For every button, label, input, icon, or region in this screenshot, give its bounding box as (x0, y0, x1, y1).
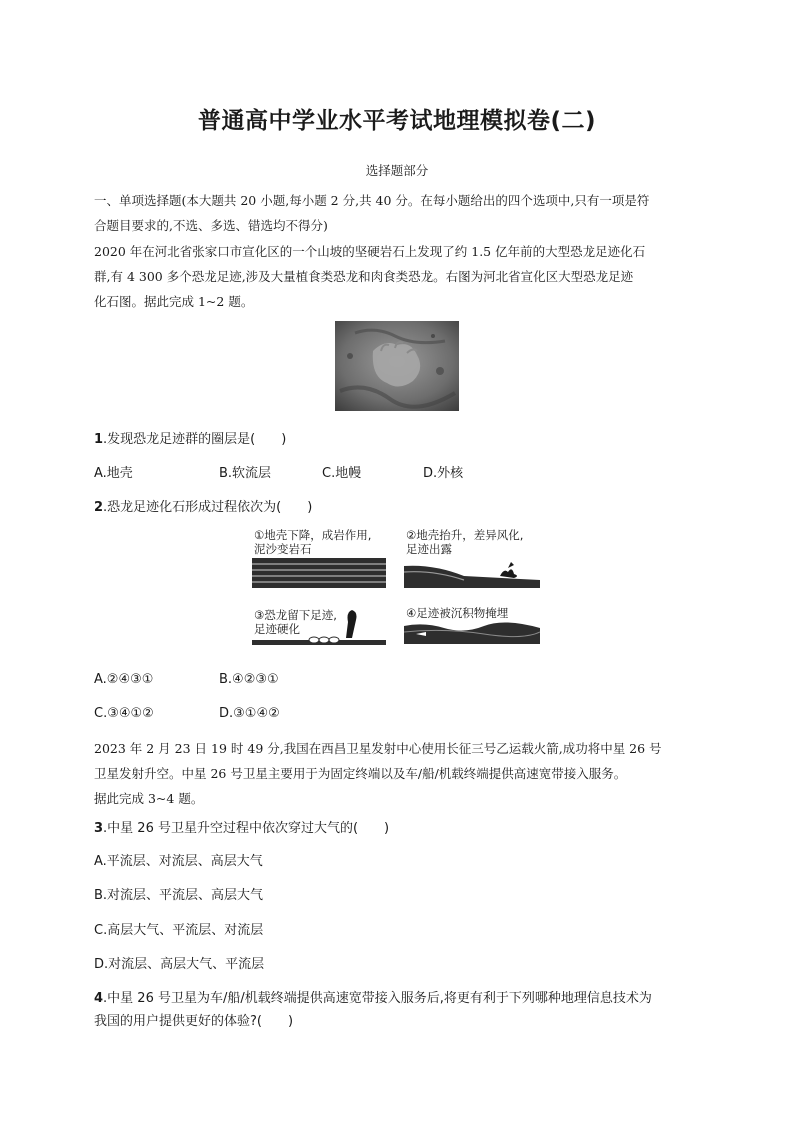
passage-line: 2023 年 2 月 23 日 19 时 49 分,我国在西昌卫星发射中心使用长征三号乙运载火箭,成功将中星 26 号 (94, 741, 662, 756)
step-4-label: ④足迹被沉积物掩埋 (406, 606, 509, 620)
question-4 (94, 987, 714, 1006)
passage-1 (94, 239, 700, 314)
step-4-illustration (404, 622, 540, 644)
step-2-illustration (404, 558, 540, 588)
option-b[interactable]: B.④②③① (219, 672, 279, 687)
page-title: 普通高中学业水平考试地理模拟卷(二) (197, 108, 597, 134)
question-stem: .发现恐龙足迹群的圈层是( ) (103, 432, 287, 447)
option-a[interactable]: A.②④③① (94, 672, 154, 687)
option-d[interactable]: D.外核 (423, 466, 464, 481)
passage-2 (94, 736, 700, 811)
passage-line: 化石图。据此完成 1~2 题。 (94, 294, 254, 309)
question-number: 1 (94, 432, 104, 447)
option-b[interactable]: B.对流层、平流层、高层大气 (94, 888, 264, 903)
option-d[interactable]: D.对流层、高层大气、平流层 (94, 957, 265, 972)
passage-line: 2020 年在河北省张家口市宣化区的一个山坡的坚硬岩石上发现了约 1.5 亿年前的大型恐龙足迹化石 (94, 244, 646, 259)
fossil-process-diagram (250, 528, 550, 652)
question-4-continued: 我国的用户提供更好的体验?( ) (94, 1014, 294, 1029)
question-1 (94, 428, 714, 447)
step-2-label: ②地壳抬升，差异风化, 足迹出露 (406, 528, 524, 556)
question-3 (94, 817, 714, 836)
step-1-illustration (252, 558, 386, 588)
option-a[interactable]: A.平流层、对流层、高层大气 (94, 854, 263, 869)
instructions-line: 一、单项选择题(本大题共 20 小题,每小题 2 分,共 40 分。在每小题给出的四个选项中,只有一项是符 (94, 193, 650, 208)
passage-line: 群,有 4 300 多个恐龙足迹,涉及大量植食类恐龙和肉食类恐龙。右图为河北省宣化区大型恐龙足迹 (94, 269, 634, 284)
question-stem: .恐龙足迹化石形成过程依次为( ) (103, 500, 313, 515)
option-c[interactable]: C.高层大气、平流层、对流层 (94, 923, 264, 938)
step-3-label: ③恐龙留下足迹, 足迹硬化 (254, 608, 337, 636)
question-number: 2 (94, 500, 104, 515)
question-stem: .中星 26 号卫星为车/船/机载终端提供高速宽带接入服务后,将更有利于下列哪种地理信息技术为 (103, 991, 652, 1006)
option-d[interactable]: D.③①④② (219, 706, 280, 721)
step-3-illustration (252, 610, 386, 650)
option-b[interactable]: B.软流层 (219, 466, 272, 481)
option-a[interactable]: A.地壳 (94, 466, 133, 481)
passage-line: 卫星发射升空。中星 26 号卫星主要用于为固定终端以及车/船/机载终端提供高速宽带接入服务。 (94, 766, 627, 781)
dinosaur-footprint-photo (335, 321, 459, 411)
section-heading: 选择题部分 (365, 163, 429, 178)
instructions (94, 188, 700, 238)
instructions-line: 合题目要求的,不选、多选、错选均不得分) (94, 218, 328, 233)
question-number: 4 (94, 991, 104, 1006)
option-c[interactable]: C.地幔 (322, 466, 362, 481)
question-2 (94, 496, 714, 515)
question-number: 3 (94, 821, 104, 836)
passage-line: 据此完成 3~4 题。 (94, 791, 204, 806)
option-c[interactable]: C.③④①② (94, 706, 154, 721)
step-1-label: ①地壳下降，成岩作用, 泥沙变岩石 (254, 528, 372, 556)
question-stem: .中星 26 号卫星升空过程中依次穿过大气的( ) (103, 821, 390, 836)
